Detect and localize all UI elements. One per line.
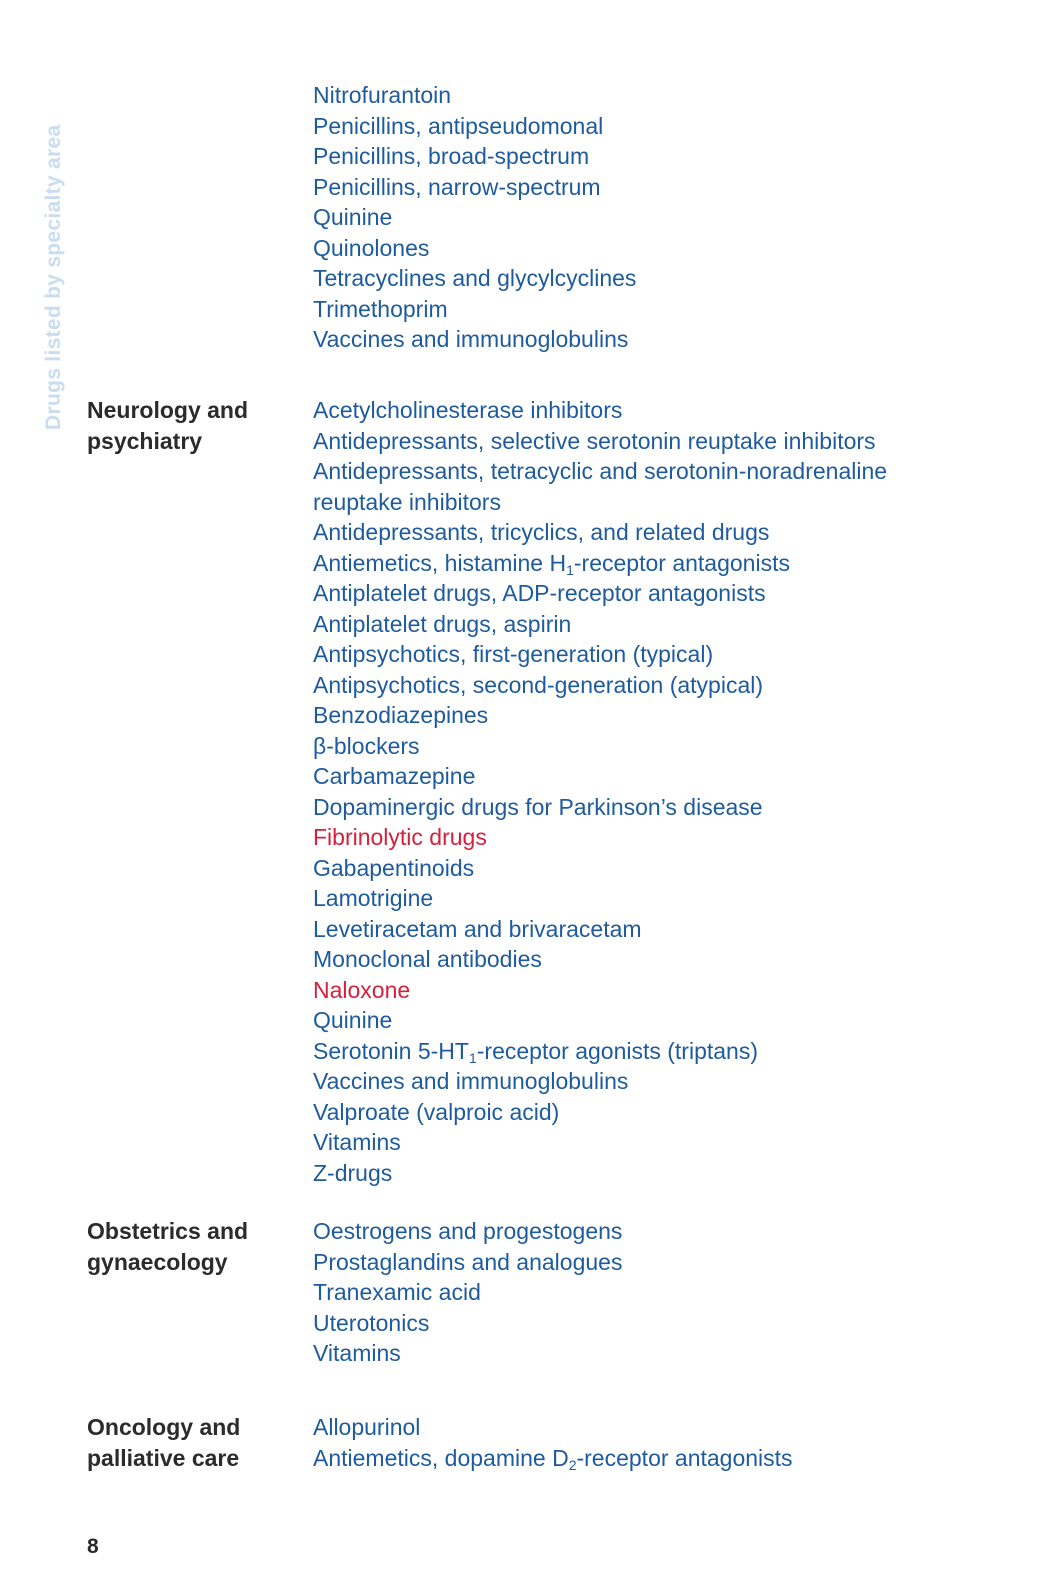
drug-item <box>313 202 1013 233</box>
drug-item <box>313 883 1013 914</box>
drug-item <box>313 1097 1013 1128</box>
drug-item-text: β-blockers <box>313 732 420 759</box>
drug-item <box>313 578 1013 609</box>
drug-item <box>313 456 1013 487</box>
drug-item <box>313 294 1013 325</box>
drug-item-highlighted <box>313 975 1013 1006</box>
drug-item-text: Vaccines and immunoglobulins <box>313 1068 629 1094</box>
drug-item-text: Monoclonal antibodies <box>313 946 542 972</box>
drug-item <box>313 80 1013 111</box>
drug-item-text-suffix: -receptor antagonists <box>573 549 790 576</box>
drug-item-subscript: 1 <box>468 1049 477 1066</box>
drug-item-text: Antipsychotics, first-generation (typical) <box>313 641 714 667</box>
drug-item-text: Tranexamic acid <box>313 1279 481 1305</box>
drug-item <box>313 792 1013 823</box>
drug-item-text: Vaccines and immunoglobulins <box>313 326 629 352</box>
drug-item <box>313 487 1013 518</box>
drug-item-text: Antiemetics, histamine H <box>313 549 567 576</box>
drug-item-subscript: 2 <box>568 1456 577 1473</box>
drug-item-highlighted <box>313 822 1013 853</box>
drug-item <box>313 670 1013 701</box>
drug-item <box>313 1005 1013 1036</box>
drug-item <box>313 1247 1013 1278</box>
drug-item-text: Fibrinolytic drugs <box>313 824 487 850</box>
drug-list <box>313 1412 1013 1473</box>
drug-item-text: Nitrofurantoin <box>313 82 452 108</box>
drug-item-text: Prostaglandins and analogues <box>313 1248 623 1275</box>
drug-item-text: Antipsychotics, second-generation (atypical) <box>313 671 764 698</box>
drug-item <box>313 1066 1013 1097</box>
drug-item <box>313 1127 1013 1158</box>
drug-list <box>313 1216 1013 1369</box>
drug-item-text: Naloxone <box>313 976 411 1003</box>
drug-item-text: Quinolones <box>313 234 430 261</box>
section-heading: Neurology and psychiatry <box>87 397 249 454</box>
drug-item-text: Vitamins <box>313 1340 401 1366</box>
drug-item <box>313 395 1013 426</box>
drug-item <box>313 426 1013 457</box>
section-heading: Oncology and palliative care <box>87 1414 241 1471</box>
section-heading: Obstetrics and gynaecology <box>87 1218 249 1275</box>
drug-item-text: Vitamins <box>313 1129 401 1155</box>
drug-item-text-suffix: -receptor agonists (triptans) <box>476 1037 758 1064</box>
drug-item-text: Lamotrigine <box>313 885 434 911</box>
drug-item-text: Allopurinol <box>313 1414 421 1440</box>
drug-item-text: Levetiracetam and brivaracetam <box>313 915 642 942</box>
drug-item <box>313 263 1013 294</box>
drug-item-text: Penicillins, narrow-spectrum <box>313 173 601 200</box>
drug-item-text: Quinine <box>313 204 393 230</box>
drug-item <box>313 944 1013 975</box>
drug-item-text-suffix: -receptor antagonists <box>576 1444 793 1471</box>
drug-item <box>313 172 1013 203</box>
drug-item <box>313 731 1013 762</box>
drug-item-text: Antidepressants, tetracyclic and serotonin-noradrenaline <box>313 458 888 484</box>
drug-item-text: Dopaminergic drugs for Parkinson’s disease <box>313 793 763 820</box>
drug-item-text: Carbamazepine <box>313 763 476 789</box>
drug-item <box>313 517 1013 548</box>
drug-item-text: Z-drugs <box>313 1159 393 1186</box>
drug-item-text: Quinine <box>313 1007 393 1033</box>
drug-item-text: Valproate (valproic acid) <box>313 1098 560 1125</box>
drug-item <box>313 914 1013 945</box>
drug-item <box>313 1443 1013 1474</box>
drug-list <box>313 80 1013 355</box>
drug-item <box>313 853 1013 884</box>
drug-item <box>313 639 1013 670</box>
drug-item <box>313 609 1013 640</box>
drug-item <box>313 1216 1013 1247</box>
drug-item-text: Tetracyclines and glycylcyclines <box>313 265 637 291</box>
drug-item-text: Gabapentinoids <box>313 854 475 881</box>
drug-item-text: Antiplatelet drugs, ADP-receptor antagonists <box>313 580 766 606</box>
drug-item <box>313 233 1013 264</box>
drug-item-text: Benzodiazepines <box>313 702 489 728</box>
drug-item-text: Antidepressants, selective serotonin reuptake inhibitors <box>313 427 876 454</box>
drug-item-text: Oestrogens and progestogens <box>313 1218 623 1244</box>
drug-item-text: Trimethoprim <box>313 295 448 322</box>
drug-item-text: Acetylcholinesterase inhibitors <box>313 397 623 423</box>
side-section-label: Drugs listed by specialty area <box>42 124 65 430</box>
page-number: 8 <box>87 1535 99 1558</box>
drug-item <box>313 1308 1013 1339</box>
drug-item <box>313 548 1013 579</box>
drug-item <box>313 111 1013 142</box>
drug-item-text: Uterotonics <box>313 1309 430 1336</box>
drug-item <box>313 1277 1013 1308</box>
drug-item-text: Antidepressants, tricyclics, and related drugs <box>313 519 770 545</box>
drug-item-text: Antiplatelet drugs, aspirin <box>313 610 572 637</box>
drug-item <box>313 141 1013 172</box>
drug-list <box>313 395 1013 1188</box>
drug-item-text: Penicillins, antipseudomonal <box>313 112 604 139</box>
drug-item-text: reuptake inhibitors <box>313 488 501 515</box>
drug-item <box>313 700 1013 731</box>
drug-item-text: Penicillins, broad-spectrum <box>313 143 590 169</box>
drug-item-text: Antiemetics, dopamine D <box>313 1444 569 1471</box>
drug-item-text: Serotonin 5-HT <box>313 1037 469 1064</box>
drug-item <box>313 1338 1013 1369</box>
drug-item <box>313 761 1013 792</box>
drug-item <box>313 1158 1013 1189</box>
drug-item-subscript: 1 <box>566 561 574 578</box>
drug-item <box>313 1412 1013 1443</box>
drug-item <box>313 1036 1013 1067</box>
drug-item <box>313 324 1013 355</box>
